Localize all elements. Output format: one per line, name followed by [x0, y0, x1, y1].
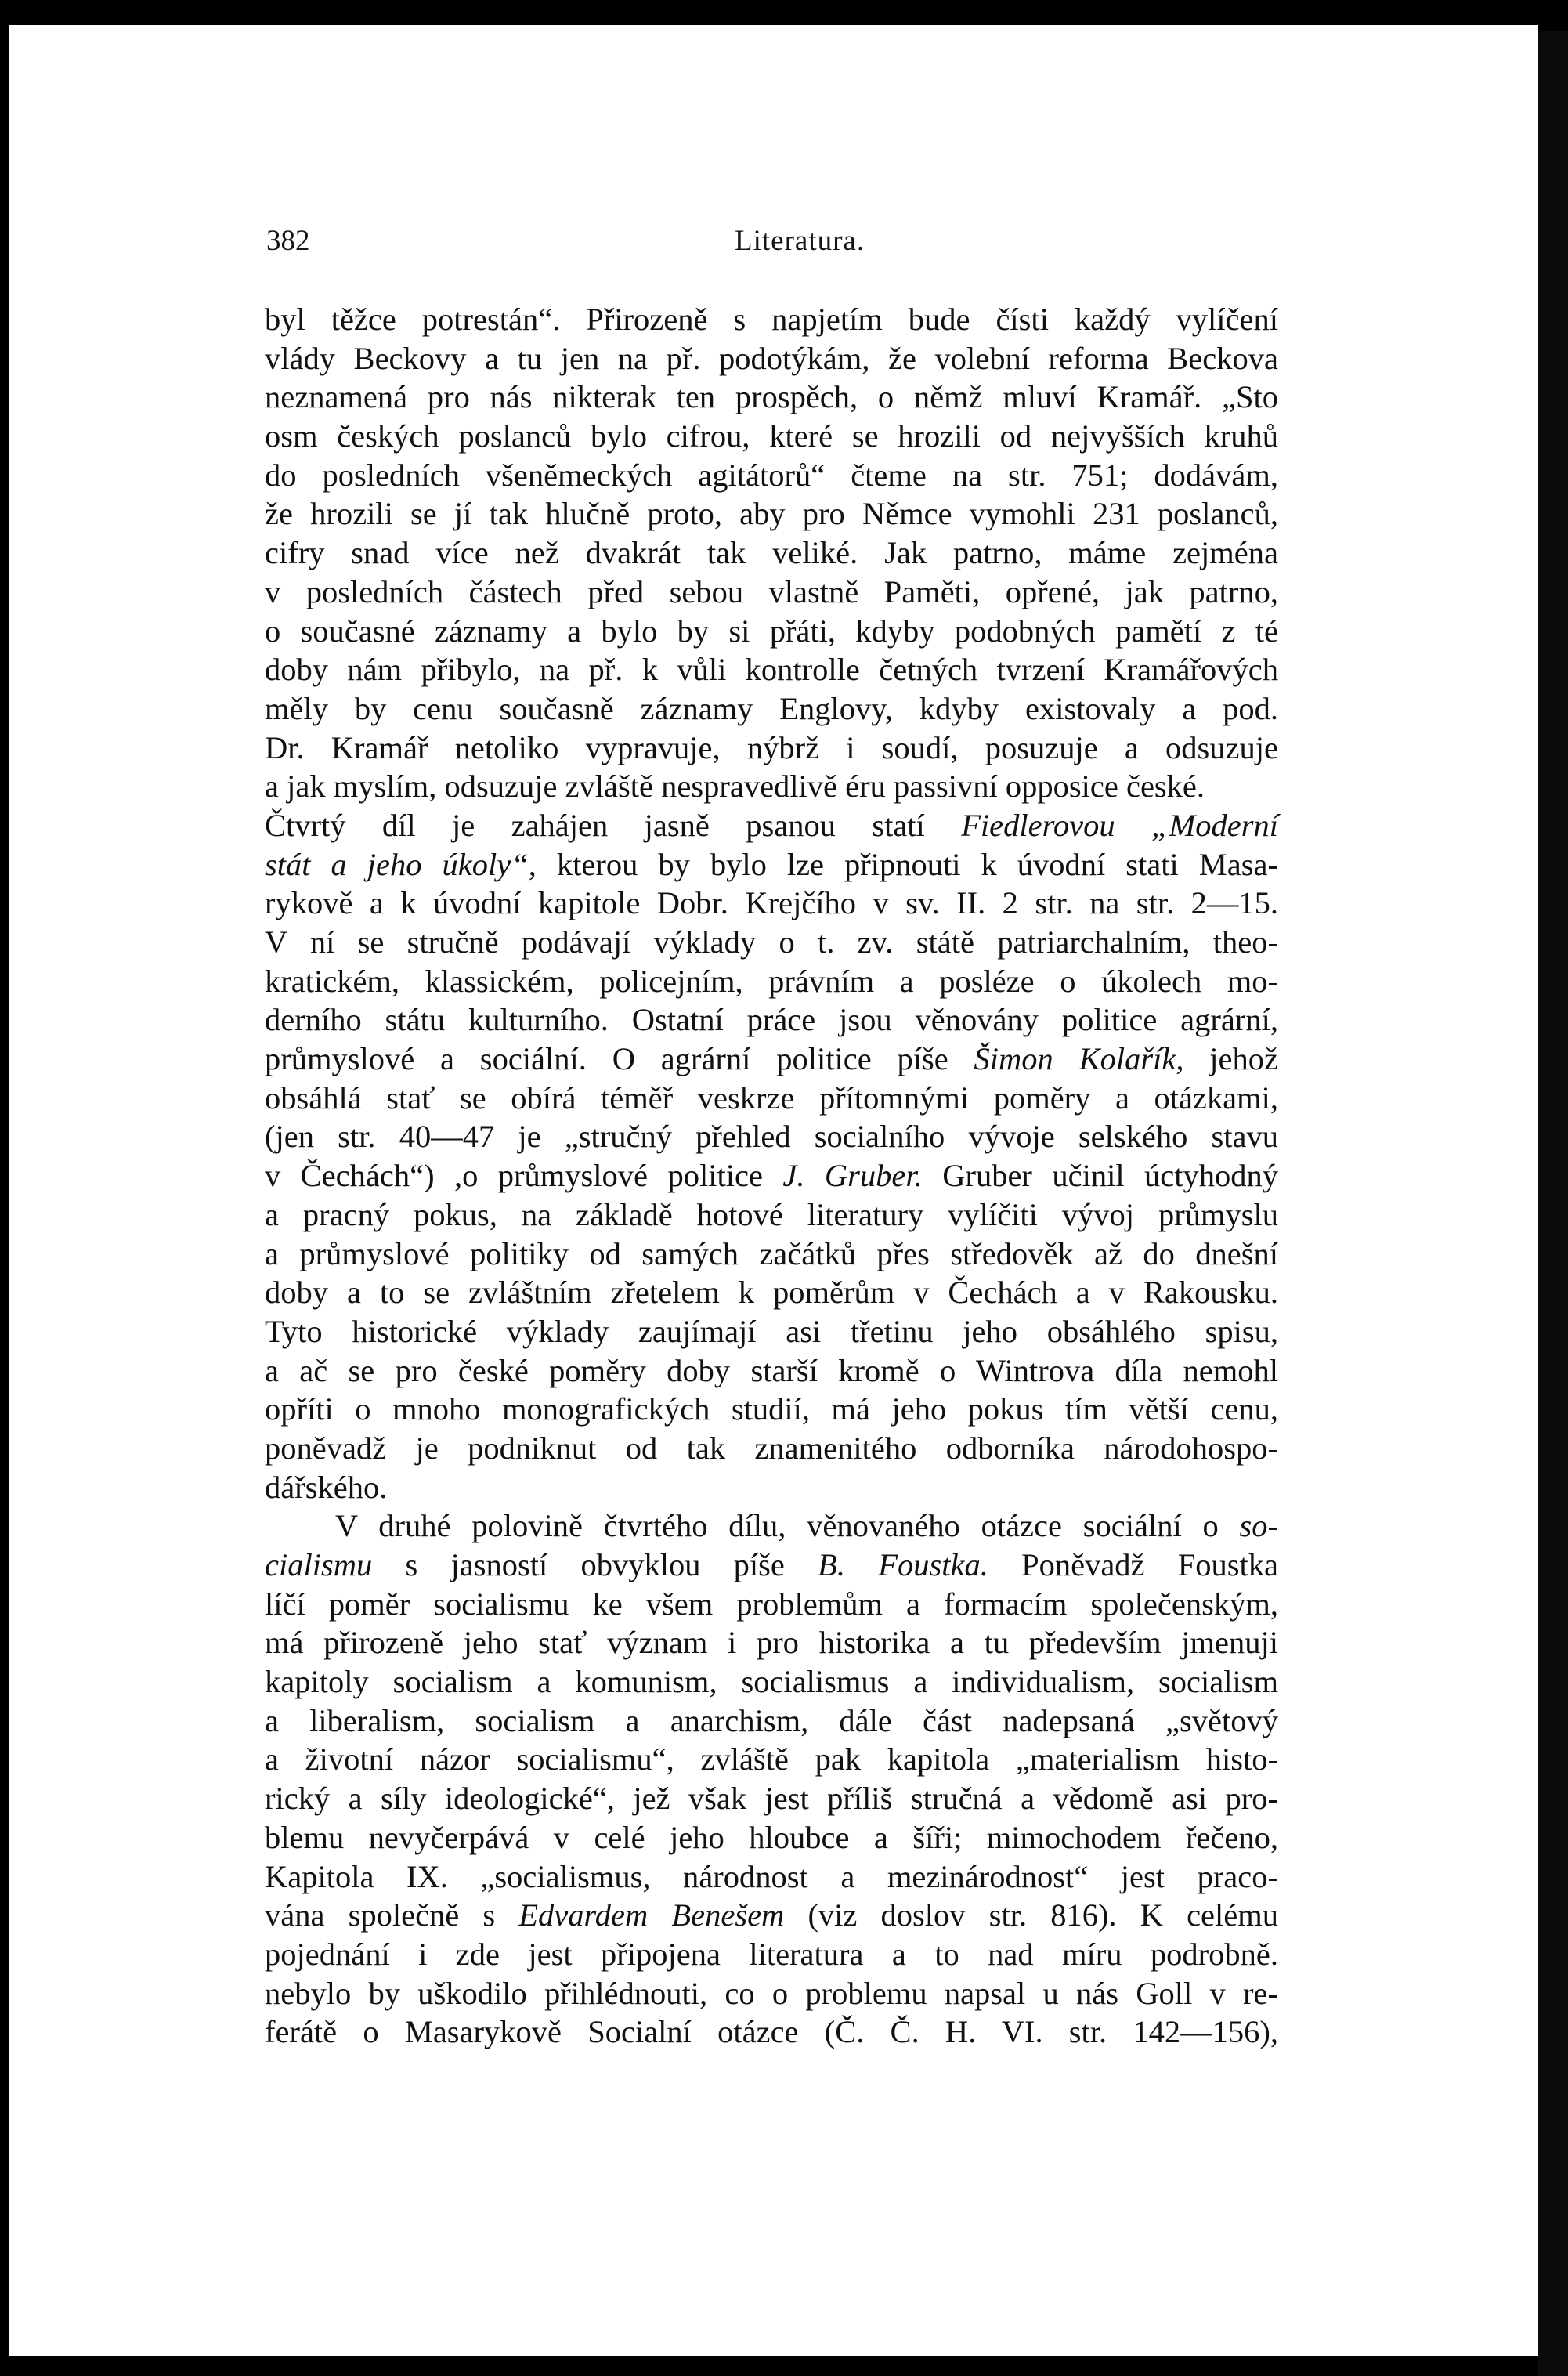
- text-run: pojednání i zde jest připojena literatura a to nad míru podrobně.: [265, 1936, 1278, 1972]
- italic-run: so-: [1239, 1508, 1278, 1544]
- scan-edge: [1538, 31, 1568, 2376]
- text-run: rický a síly ideologické“, jež však jest příliš stručná a vědomě asi pro-: [265, 1781, 1278, 1817]
- text-run: a průmyslové politiky od samých začátků přes středověk až do dnešní: [265, 1235, 1278, 1271]
- text-line: [265, 689, 1278, 729]
- text-line: [265, 1702, 1278, 1741]
- text-run: jehož: [1183, 1041, 1278, 1077]
- running-title: Literatura.: [735, 225, 865, 257]
- text-run: Kapitola IX. „socialismus, národnost a mezinárodnost“ jest praco-: [265, 1858, 1278, 1894]
- text-line: [265, 378, 1278, 417]
- text-line: [265, 1235, 1278, 1274]
- text-line: [265, 1506, 1278, 1546]
- text-line: [265, 1740, 1278, 1779]
- text-run: vána společně s: [265, 1897, 519, 1933]
- text-line: [265, 494, 1278, 533]
- text-run: osm českých poslanců bylo cifrou, které se hrozili od nejvyšších kruhů: [265, 418, 1278, 454]
- text-line: [265, 1312, 1278, 1351]
- text-line: [265, 1974, 1278, 2013]
- text-line: [265, 1857, 1278, 1897]
- text-line: [265, 1156, 1278, 1195]
- text-run: Čtvrtý díl je zahájen jasně psanou statí: [265, 807, 962, 843]
- text-line: [265, 1623, 1278, 1662]
- text-run: a pracný pokus, na základě hotové literatury vylíčiti vývoj průmyslu: [265, 1196, 1278, 1232]
- text-run: (jen str. 40—47 je „stručný přehled socialního vývoje selského stavu: [265, 1119, 1278, 1155]
- text-line: [265, 1079, 1278, 1118]
- text-run: dářského.: [265, 1469, 388, 1505]
- italic-run: Edvardem Benešem: [518, 1897, 785, 1933]
- text-line: [265, 456, 1278, 495]
- italic-run: B. Foustka.: [818, 1547, 988, 1582]
- text-run: Dr. Kramář netoliko vypravuje, nýbrž i soudí, posuzuje a odsuzuje: [265, 729, 1278, 765]
- text-line: [265, 1351, 1278, 1391]
- text-line: [265, 1896, 1278, 1935]
- text-run: neznamená pro nás nikterak ten prospěch, o němž mluví Kramář. „Sto: [265, 379, 1278, 415]
- text-run: a liberalism, socialism a anarchism, dále část nadepsaná „světový: [265, 1702, 1278, 1738]
- text-line: [265, 1546, 1278, 1585]
- text-run: v Čechách“) ,o průmyslové politice: [265, 1158, 783, 1194]
- text-run: a životní názor socialismu“, zvláště pak kapitola „materialism histo-: [265, 1741, 1278, 1777]
- italic-run: Šimon Kolařík,: [974, 1041, 1184, 1077]
- text-line: [265, 533, 1278, 573]
- text-line: [265, 650, 1278, 689]
- text-run: má přirozeně jeho stať význam i pro historika a tu především jmenuji: [265, 1625, 1278, 1661]
- text-run: V druhé polovině čtvrtého dílu, věnovaného otázce sociální o: [335, 1508, 1240, 1544]
- text-line: [265, 1468, 1278, 1507]
- text-run: kapitoly socialism a komunism, socialismus a individualism, socialism: [265, 1664, 1278, 1700]
- running-header: [266, 224, 1277, 271]
- text-line: [265, 806, 1278, 845]
- text-line: [265, 1040, 1278, 1079]
- text-run: v posledních částech před sebou vlastně Paměti, opřené, jak patrno,: [265, 573, 1278, 609]
- text-line: [265, 417, 1278, 456]
- text-line: [265, 1195, 1278, 1235]
- text-run: V ní se stručně podávají výklady o t. zv. státě patriarchalním, theo-: [265, 924, 1278, 960]
- text-run: průmyslové a sociální. O agrární politice píše: [265, 1041, 974, 1077]
- text-run: cifry snad více než dvakrát tak veliké. Jak patrno, máme zejména: [265, 535, 1278, 571]
- text-run: nebylo by uškodilo přihlédnouti, co o problemu napsal u nás Goll v re-: [265, 1975, 1278, 2011]
- text-run: a ač se pro české poměry doby starší kromě o Wintrova díla nemohl: [265, 1352, 1278, 1388]
- text-run: kratickém, klassickém, policejním, právním a posléze o úkolech mo-: [265, 963, 1278, 999]
- text-run: (viz doslov str. 816). K celému: [784, 1897, 1279, 1933]
- text-run: doby nám přibylo, na př. k vůli kontrolle četných tvrzení Kramářových: [265, 652, 1278, 688]
- italic-run: J. Gruber.: [782, 1158, 923, 1194]
- text-line: [265, 1818, 1278, 1857]
- text-run: Gruber učinil úctyhodný: [922, 1158, 1278, 1194]
- text-run: vlády Beckovy a tu jen na př. podotýkám, že volební reforma Beckova: [265, 340, 1278, 376]
- text-line: [265, 923, 1278, 962]
- text-line: [265, 2013, 1278, 2052]
- text-line: [265, 1000, 1278, 1040]
- text-run: doby a to se zvláštním zřetelem k poměrům v Čechách a v Rakousku.: [265, 1275, 1278, 1311]
- text-line: [265, 767, 1278, 806]
- text-run: Poněvadž Foustka: [988, 1547, 1279, 1582]
- text-line: [265, 1662, 1278, 1702]
- text-line: [265, 1935, 1278, 1974]
- text-line: [265, 612, 1278, 651]
- italic-run: stát a jeho úkoly“: [265, 846, 529, 882]
- text-line: [265, 339, 1278, 378]
- body-text: [265, 300, 1278, 2052]
- text-run: derního státu kulturního. Ostatní práce jsou věnovány politice agrární,: [265, 1002, 1278, 1038]
- text-line: [265, 573, 1278, 612]
- italic-run: Fiedlerovou „Moderní: [961, 807, 1278, 843]
- text-run: s jasností obvyklou píše: [372, 1547, 818, 1582]
- text-run: rykově a k úvodní kapitole Dobr. Krejčího v sv. II. 2 str. na str. 2—15.: [265, 885, 1278, 921]
- text-line: [265, 1585, 1278, 1624]
- text-line: [265, 962, 1278, 1001]
- text-line: [265, 1429, 1278, 1468]
- text-line: [265, 845, 1278, 884]
- text-run: Tyto historické výklady zaujímají asi třetinu jeho obsáhlého spisu,: [265, 1313, 1278, 1349]
- text-run: ferátě o Masarykově Socialní otázce (Č. Č. H. VI. str. 142—156),: [265, 2014, 1278, 2050]
- text-run: opříti o mnoho monografických studií, má jeho pokus tím větší cenu,: [265, 1391, 1278, 1427]
- text-run: líčí poměr socialismu ke všem problemům a formacím společenským,: [265, 1586, 1278, 1622]
- text-run: obsáhlá stať se obírá téměř veskrze přítomnými poměry a otázkami,: [265, 1080, 1278, 1116]
- text-run: že hrozili se jí tak hlučně proto, aby pro Němce vymohli 231 poslanců,: [265, 496, 1278, 532]
- text-run: měly by cenu současně záznamy Englovy, kdyby existovaly a pod.: [265, 690, 1278, 726]
- text-line: [265, 729, 1278, 768]
- text-line: [265, 884, 1278, 923]
- text-line: [265, 1117, 1278, 1156]
- text-run: byl těžce potrestán“. Přirozeně s napjetím bude čísti každý vylíčení: [265, 302, 1278, 337]
- text-line: [265, 1779, 1278, 1818]
- text-run: o současné záznamy a bylo by si přáti, kdyby podobných pamětí z té: [265, 613, 1278, 649]
- italic-run: cialismu: [265, 1547, 373, 1582]
- text-line: [265, 1390, 1278, 1429]
- text-line: [265, 1273, 1278, 1312]
- text-line: [265, 300, 1278, 339]
- page-number: 382: [266, 225, 310, 257]
- text-run: , kterou by bylo lze připnouti k úvodní stati Masa-: [528, 846, 1278, 882]
- text-run: do posledních všeněmeckých agitátorů“ čteme na str. 751; dodávám,: [265, 457, 1278, 493]
- text-run: blemu nevyčerpává v celé jeho hloubce a šíři; mimochodem řečeno,: [265, 1819, 1278, 1855]
- text-run: poněvadž je podniknut od tak znamenitého odborníka národohospo-: [265, 1430, 1278, 1466]
- text-run: a jak myslím, odsuzuje zvláště nespravedlivě éru passivní opposice české.: [265, 768, 1205, 805]
